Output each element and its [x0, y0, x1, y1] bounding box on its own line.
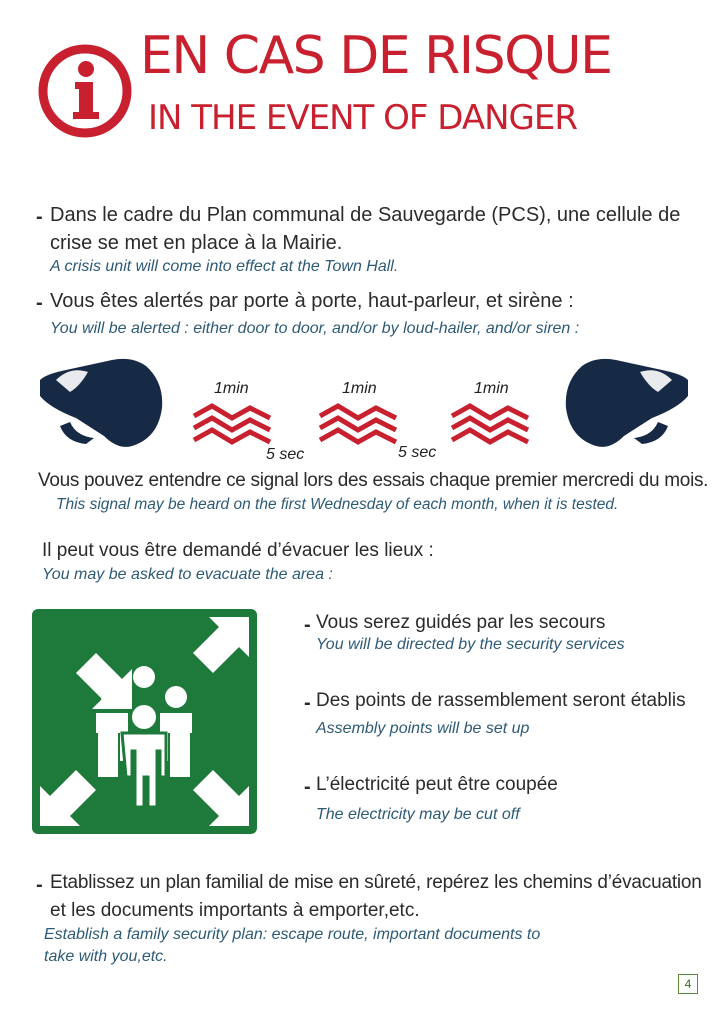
evac-item-en: Assembly points will be set up	[316, 720, 530, 737]
page-subtitle: IN THE EVENT OF DANGER	[148, 98, 577, 138]
signal-note: Vous pouvez entendre ce signal lors des essais chaque premier mercredi du mois.	[38, 470, 709, 491]
alert-methods-text: Vous êtes alertés par porte à porte, haut-parleur, et sirène :	[50, 290, 574, 312]
page-number: 4	[678, 974, 698, 994]
siren-wave-icon	[318, 402, 398, 446]
bullet-dash: -	[36, 874, 43, 896]
bullet-dash: -	[36, 206, 43, 228]
crisis-unit-text: Dans le cadre du Plan communal de Sauvegarde (PCS), une cellule de	[50, 204, 681, 226]
pause-label: 5 sec	[398, 444, 437, 461]
bullet-dash: -	[36, 292, 43, 314]
family-plan-text-2: et les documents importants à emporter,etc.	[50, 900, 420, 921]
pause-label: 5 sec	[266, 446, 305, 463]
evac-item-en: The electricity may be cut off	[316, 806, 520, 823]
duration-label: 1min	[342, 380, 377, 397]
family-plan-translation: Establish a family security plan: escape route, important documents to	[44, 926, 541, 943]
crisis-unit-text-2: crise se met en place à la Mairie.	[50, 232, 343, 254]
duration-label: 1min	[214, 380, 249, 397]
assembly-point-icon	[32, 609, 257, 834]
siren-wave-icon	[192, 402, 272, 446]
signal-note-translation: This signal may be heard on the first Wednesday of each month, when it is tested.	[56, 496, 619, 513]
duration-label: 1min	[474, 380, 509, 397]
bullet-dash: -	[304, 776, 311, 798]
bullet-dash: -	[304, 692, 311, 714]
evac-item-fr: L’électricité peut être coupée	[316, 774, 558, 795]
page-title: EN CAS DE RISQUE	[140, 26, 612, 86]
megaphone-right-icon	[562, 352, 692, 452]
evac-item-en: You will be directed by the security services	[316, 636, 625, 653]
evac-item-fr: Vous serez guidés par les secours	[316, 612, 606, 633]
bullet-dash: -	[304, 614, 311, 636]
evacuate-text: Il peut vous être demandé d’évacuer les lieux :	[42, 540, 434, 561]
megaphone-left-icon	[36, 352, 166, 452]
evac-item-fr: Des points de rassemblement seront établis	[316, 690, 686, 711]
crisis-unit-translation: A crisis unit will come into effect at the Town Hall.	[50, 258, 399, 275]
siren-wave-icon	[450, 402, 530, 446]
family-plan-text: Etablissez un plan familial de mise en sûreté, repérez les chemins d’évacuation	[50, 872, 702, 893]
family-plan-translation-2: take with you,etc.	[44, 948, 168, 965]
evacuate-translation: You may be asked to evacuate the area :	[42, 566, 333, 583]
info-icon	[38, 44, 132, 138]
alert-methods-translation: You will be alerted : either door to door, and/or by loud-hailer, and/or siren :	[50, 320, 580, 337]
